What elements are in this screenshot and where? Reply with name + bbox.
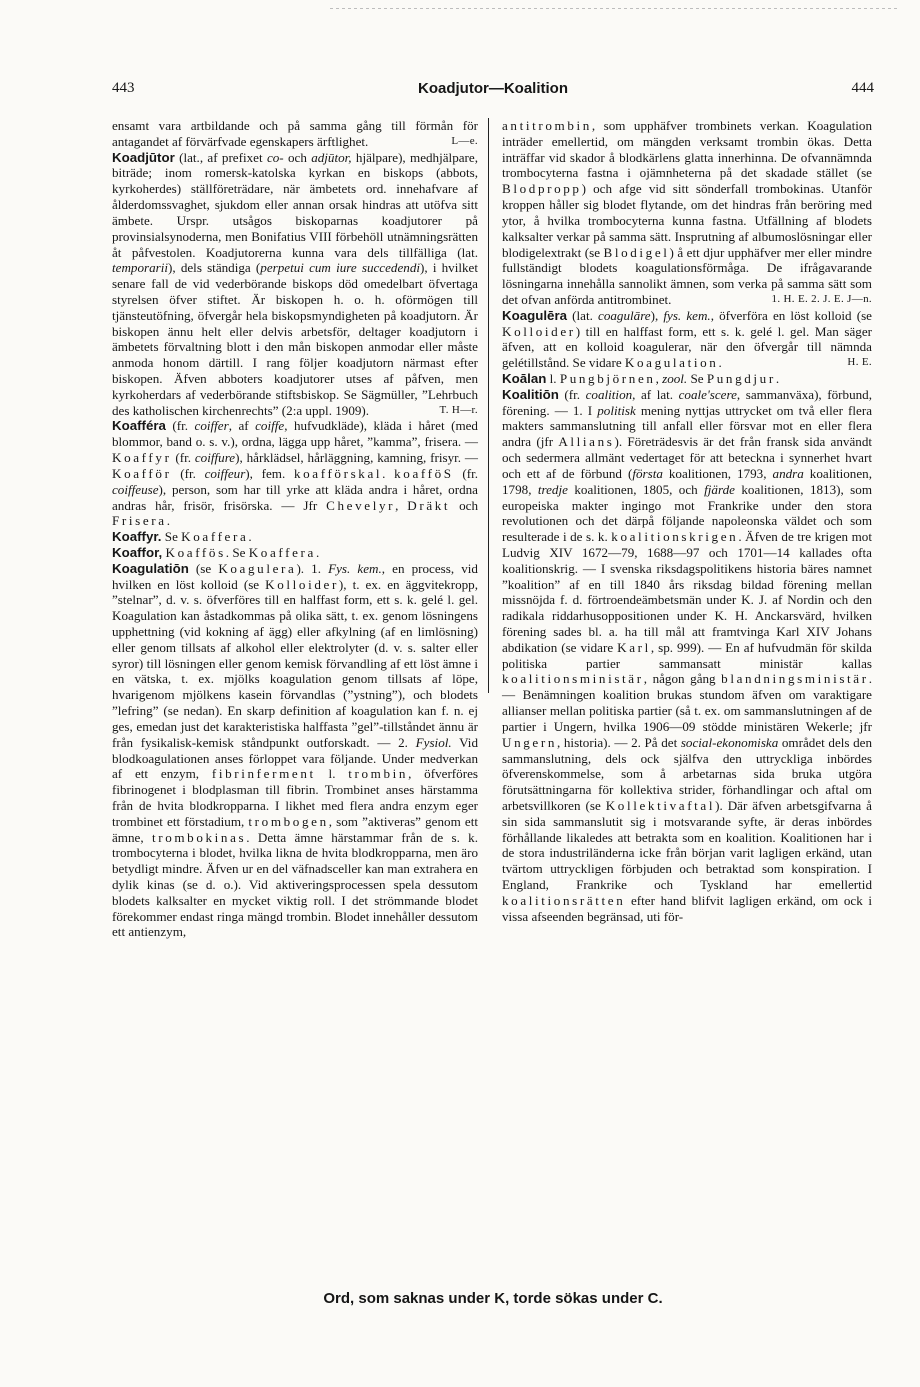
page-number-left: 443 (112, 80, 135, 96)
entry-koaffera: Koafféra (fr. coiffer, af coiffe, hufvudkläde), kläda i håret (med blommor, band o. s. v.), ordna, lägga upp håret, ”kamma”, frisera. — Koaffyr (fr. coiffure), hårklädsel, hårläggning, kamning, frisyr. — Koafför (fr. coiffeur), fem. koafförskal. koafföS (fr. coiffeuse), person, som har till yrke att kläda andra i håret, ordna andras hår, frisör, frisörska. — Jfr Chevelyr, Dräkt och Frisera. (112, 418, 479, 529)
headword: Koālan (502, 371, 547, 386)
headword: Koalitiōn (502, 386, 559, 402)
entry-koagulation-continued: antitrombin, som upphäfver trombinets verkan. Koagulation inträder emellertid, om mängden verksamt trombin ökas. Detta inträffar vid skador å blodkärlens glatta innerhinna. De ofvannämnda trombocyterna fastna i ojämnheterna på det skadade stället (se Blodpropp) och afge vid sitt sönderfall trombokinas. Utanför kroppen håller sig blodet flytande, om det hindras från beröring med ytor, å hvilka trombocyterna kunna fastna. Utfällning af blodets kalksalter verkar på samma sätt. Insprutning af albumoslösningar eller blodigelextrakt (se Blodigel) å ett djur upphäfver mer eller mindre fullständigt blodets koagulationsförmåga. De ifrågavarande lösningarna innehålla sannolikt ämnen, som verka på samma sätt som det ofvan anförda antitrombinet. 1. H. E. 2. J. E. J—n. (502, 118, 872, 307)
entry-koalition: Koalitiōn (fr. coalition, af lat. coale'scere, sammanväxa), förbund, förening. — 1. I politisk mening nyttjas uttrycket om två eller flera makters sammanslutning till anfall eller försvar mot en eller flera andra (jfr Allians). Företrädesvis är det från fransk sida användt och sedermera allmänt vedertaget för att beteckna i synnerhet hvart och ett af de förbund (första koalitionen, 1793, andra koalitionen, 1798, tredje koalitionen, 1805, och fjärde koalitionen, 1813), som europeiska makter ingingo mot Frankrike under den stora revolutionen och det därpå följande napoleonska väldet och som resulterade i de s. k. koalitionskrigen. Äfven de tre krigen mot Ludvig XIV 1672—79, 1688—97 och 1701—14 kallades ofta koalitionskrig. — I svenska riksdagspolitikens historia bäres namnet ”koalition” af en till 1840 års riksdag bildad förening mellan missnöjda f. d. förtroendeämbetsmän under K. J. af Nordin och den radikala riddarhusoppositionen under K. H. Anckarsvärd, hvilken förening sades bl. a. ha till mål att framtvinga Karl XIV Johans abdikation (se vidare Karl, sp. 999). — En af hufvudmän för skilda politiska partier sammansatt ministär kallas koalitionsministär, någon gång blandningsministär. — Benämningen koalition brukas stundom äfven om varaktigare allianser mellan politiska partier (så t. ex. om sammanslutningen af de partier i Ungern, hvilka 1906—09 stödde ministären Wekerle; jfr Ungern, historia). — 2. På det social-ekonomiska området dels den sammanslutning, dels ock själfva den uttryckliga inbördes öfverenskommelse, som å arbetarnas sida bruka utgöra förutsättningarna för kollektiva strider, förhandlingar och aftal om arbetsvillkoren (se Kollektivaftal). Där äfven arbetsgifvarna å sin sida sammanslutit sig i motsvarande syfte, är deras inbördes förhållande likaledes att betrakta som en koalition. Koalitionen har i de stora industriländerna icke från början varit lagligen erkänd, utan tvärtom uttryckligen förbjuden och betraktad som konspiration. I England, Frankrike och Tyskland har emellertid koalitionsrätten efter hand blifvit lagligen erkänd, om ock i vissa afseenden begränsad, uti för- (502, 386, 873, 924)
page-number-right: 444 (851, 80, 874, 96)
headword: Koafféra (112, 418, 166, 434)
author-signature: T. H—r. (439, 403, 478, 416)
entry-koalan: Koālan l. Pungbjörnen, zool. Se Pungdjur. (502, 371, 780, 386)
entry-koaffyr: Koaffyr. Se Koaffera. (112, 529, 252, 545)
author-signature: H. E. (847, 356, 872, 369)
author-signature: L—e. (451, 134, 478, 147)
running-title: Koadjutor—Koalition (418, 80, 568, 97)
page-header (112, 80, 874, 100)
headword: Koagulatiōn (112, 560, 189, 576)
right-column (502, 118, 872, 924)
entry-koagulation: Koagulatiōn (se Koagulera). 1. Fys. kem., en process, vid hvilken en löst kolloid (se Kolloider), t. ex. en äggvitekropp, ”stelnar”, d. v. s. öfverföres till en halffast form, ett s. k. gelé l. gel. Koagulation kan åstadkommas på olika sätt, t. ex. genom lösningens upphettning (vid kokning af ägg) eller afkylning (af en limlösning) eller genom tillsats af alkohol eller elektrolyter (d. v. s. salter eller syror) till lösningen eller genom kemisk förvandling af ett löst ämne i en vätska, t. ex. mjölks koagulation genom tillsats af löpe, hvarigenom mjölkens kasein förvandlas (”ystning”), och blodets ”lefring” (se nedan). En skarp definition af koagulation kan f. n. ej ges, emedan just det karakteristiska halffasta ”gel”-tillståndet ännu är från fysikalisk-kemisk ståndpunkt outforskadt. — 2. Fysiol. Vid blodkoagulationen anses förloppet vara följande. Under medverkan af ett enzym, fibrinferment l. trombin, öfverföres fibrinogenet i blodplasman till fibrin. Trombinet anses härstamma från de hvita blodkropparna. I likhet med flera andra enzym eger trombinet ett förstadium, trombogen, som ”aktiveras” genom ett ämne, trombokinas. Detta ämne härstammar från de s. k. trombocyterna i blodet, hvilka likna de hvita blodkropparna, men äro betydligt mindre. Äfven ur en del väfnadsceller kan man extrahera en dylik kinas (se d. o.). Vid aktiveringsprocessen spela dessutom blodets kalksalter en mycket viktig roll. I det strömmande blodet förekommer endast ringa mängd trombin. Blodet innehåller dessutom ett antienzym, (112, 560, 478, 940)
entry-koaffor: Koaffor, Koaffös. Se Koaffera. (112, 544, 320, 560)
headword: Koagulēra (502, 307, 568, 323)
entry-koadjutor: Koadjūtor (lat., af prefixet co- och adjūtor, hjälpare), medhjälpare, biträde; inom romersk-katolska kyrkan en biskops (abbots, kyrkoherdes) ställföreträdare, när ämbetets ord. innehafvare af ålderdomssvaghet, sjukdom eller annan orsak hindras att utöfva sitt ämbete. Urspr. utsågos biskoparnas koadjutorer på provinsialsynoderna, men Bonifatius VIII förbehöll utnämningsrätten åt påfvestolen. Koadjutorerna kunna vara dels tillfälliga (lat. temporarii), dels ständiga (perpetui cum iure succedendi), i hvilket senare fall de vid vederbörande biskops död omedelbart öfvertaga styrelsen öfver stiftet. Är biskopen h. o. h. oförmögen till tjänsteutöfning, öfvergår hela biskopsmyndigheten på koadjutorn. Är biskopen ännu helt eller delvis arbetsför, deltager koadjutorn i ämbetets förvaltning blott i den mån biskopen anmodar eller måste anmoda honom därtill. I rang följer koadjutorn närmast efter biskopen. Äfven abboters koadjutorer utses af påfven, men kyrkoherdars af vederbörande stiftsbiskop. Se Sägmüller, ”Lehrbuch des katholischen kirchenrechts” (2:a uppl. 1909). T. H—r. (112, 149, 479, 418)
headword: Koaffor, (112, 544, 163, 560)
entry-koagulera: Koagulēra (lat. coagulāre), fys. kem., öfverföra en löst kolloid (se Kolloider) till en halffast form, ett s. k. gelé l. gel. Man säger äfven, att en kolloid koagulerar, när den öfvergår till nämnda gelétillstånd. Se vidare Koagulation. H. E. (502, 307, 872, 371)
headword: Koadjūtor (112, 149, 175, 165)
left-column (112, 118, 478, 940)
scan-edge-line (330, 8, 900, 9)
headword: Koaffyr. (112, 529, 162, 545)
column-divider (488, 118, 489, 693)
entry-continuation: ensamt vara artbildande och på samma gång till förmån för antagandet af förvärfvade egenskapers ärftlighet. L—e. (112, 118, 478, 149)
author-signature: 1. H. E. 2. J. E. J—n. (771, 292, 872, 305)
footer-note: Ord, som saknas under K, torde sökas under C. (323, 1290, 663, 1307)
